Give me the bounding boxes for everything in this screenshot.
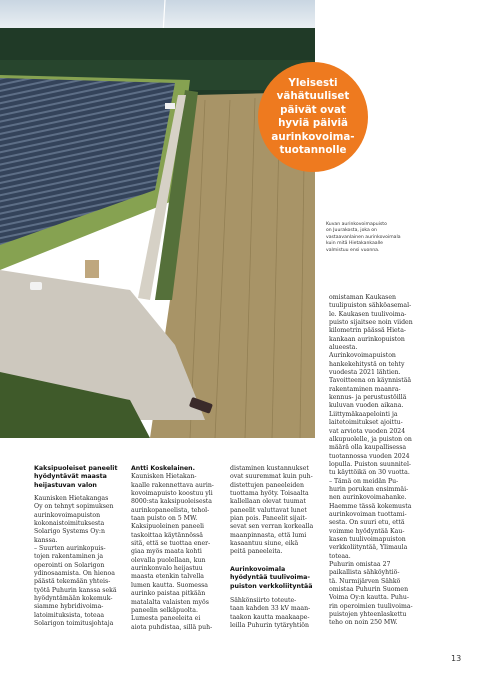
column-4-body: omistaman Kaukasen tuulipuiston sähköasemal- le. Kaukasen tuulivoima- puisto sijaitsee noin viiden kilometrin päässä Hieta- kankaan aurinkopuiston alueesta. Aurinkovoimapuiston hankekehitystä on tehty vuodesta 2021 lähtien. Tavoitteena on käynnistää rakentaminen maanra- kennus- ja perustustöillä kuluvan vuoden aikana. Liittymäkaapelointi ja laitetoimitukset ajoittu- vat arviota vuoden 2024 alkupuolelle, ja puiston on määrä olla kaupallisessa tuotannossa vuoden 2024 lopulla. Puiston suunnitel- tu käyttöikä on 30 vuotta. – Tämä on meidän Pu- hurin porukan ensimmäi- nen aurinkovoimahanke. Haemme tässä kokemusta aurinkovoiman tuottami- sesta. On suuri etu, että voimme hyödyntää Kau- kasen tuulivoimapuiston verkkoliityntää, Ylimaula toteaa. Puhurin omistaa 27 paikallista sähköyhtiö- tä. Nurmijärven Sähkö omistaa Puhurin Suomen Voima Oy:n kautta. Puhu- rin operoimien tuulivoima- puistojen yhteenlaskettu teho on noin 250 MW.: [329, 294, 413, 627]
aerial-photo-illustration: [0, 0, 315, 438]
photo-caption: Kuvan aurinkovoimapuisto on Juurakosta, joka on vastaavanlainen aurinkovoimala kuin mitä Hietakankaalle valmistuu ensi vuonna.: [326, 222, 401, 253]
pull-quote-badge: Yleisesti vähätuuliset päivät ovat hyviä päiviä aurinkovoima- tuotannolle: [258, 62, 368, 172]
column-2-lead: Antti Koskelainen.: [131, 465, 195, 472]
column-2-text: Kaunisken Hietakan- kaalle rakennettava aurin- kovoimapuisto koostuu yli 8000:sta kaksipuoleisesta aurinkopaneelista, tehol- taan puisto on 5 MW. Kaksipuoleinen paneeli taskoittaa käytännössä sitä, että se tuottaa ener- giaa myös maata kohti olevalla puolellaan, kun aurinkonvalo heijastuu maasta etenkin talvella lumen kautta. Suomessa aurinko paistaa pitkään matalalta valaisten myös paneelin selkäpuolta. Lumesta paneeleita ei aiota puhdistaa, sillä puh-: [131, 473, 214, 631]
column-3-body-bottom: Sähkönsiirto toteute- taan kahden 33 kV maan- taakon kautta maakaape- leilla Puhurin tytäryhtiön: [230, 597, 311, 630]
column-1-body: Kaunisken Hietakangas Oy on tehnyt sopimuksen aurinkovoimapuiston kokonaistoimituksesta Solarigo Systems Oy:n kanssa. – Suurten aurinkopuis- tojen rakentaminen ja operointi on Solarigon ydinosaamista. On hienoa päästä tekemään yhteis- työtä Puhurin kanssa sekä hyödyntämään kokemuk- siamme hybridivoima- latoimituksista, toteaa Solarigon toimitusjohtaja: [34, 495, 117, 628]
sky: [0, 0, 315, 32]
storage-pile: [85, 260, 99, 278]
parked-car: [30, 282, 42, 290]
column-2-body: [131, 465, 226, 632]
section-heading-grid: Aurinkovoimala hyödyntää tuulivoima- puiston verkkoliityntää: [230, 566, 313, 590]
column-3-body-top: distaminen kustannukset ovat suuremmat kuin puh- distettujen paneeleiden tuottama hyöty. Toisaalta kallellaan olevat tuumat paneelit valuttavat lunet pian pois. Paneelit sijait- sevat sen verran korkealla maanpinnasta, että lumi kasaantuu siune, eikä peitä paneeleita.: [230, 465, 314, 556]
building: [165, 103, 175, 109]
section-heading-panels: Kaksipuoleiset paneelit hyödyntävät maasta heijastuvan valon: [34, 465, 118, 489]
page-number: 13: [451, 654, 462, 663]
aerial-solar-park-photo: [0, 0, 315, 438]
